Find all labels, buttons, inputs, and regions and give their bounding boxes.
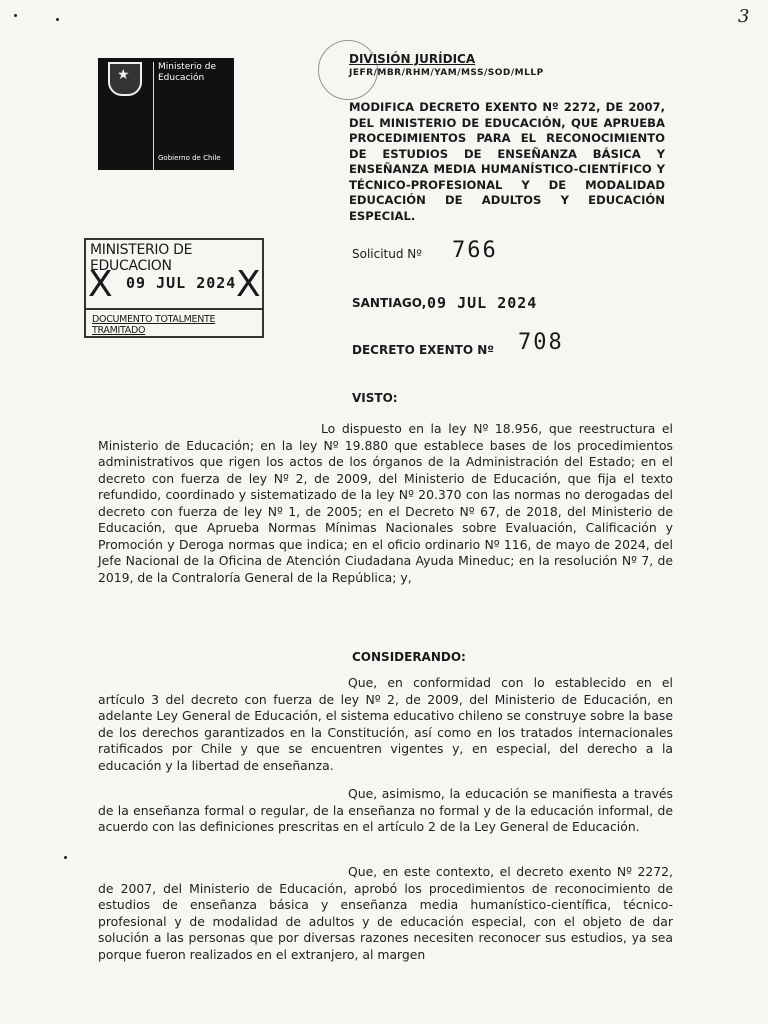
document-title: MODIFICA DECRETO EXENTO Nº 2272, DE 2007, DEL MINISTERIO DE EDUCACIÓN, QUE APRUEBA PROCEDIMIENTOS PARA EL RECONOCIMIENTO DE ESTUDIOS DE ENSEÑANZA BÁSICA Y ENSEÑANZA MEDIA HUMANÍSTICO-CIENTÍFICO Y TÉCNICO-PROFESIONAL Y DE MODALIDAD EDUCACIÓN DE ADULTOS Y EDUCACIÓN ESPECIAL. — [349, 100, 665, 223]
solicitud-label: Solicitud Nº — [352, 247, 422, 261]
considerando-paragraph-2: Que, asimismo, la educación se manifiesta a través de la enseñanza formal o regular, de la enseñanza no formal y de la educación informal, de acuerdo con las definiciones prescritas en el artículo 2 de la Ley General de Educación. — [98, 786, 673, 834]
santiago-date: 09 JUL 2024 — [427, 294, 538, 312]
visto-paragraph: Lo dispuesto en la ley Nº 18.956, que reestructura el Ministerio de Educación; en la ley Nº 19.880 que establece bases de los procedimientos administrativos que rigen los actos de los órganos de la Administración del Estado; en el decreto con fuerza de ley Nº 2, de 2009, del Ministerio de Educación, que fija el texto refundido, coordinado y sistematizado de la ley Nº 20.370 con las normas no derogadas del decreto con fuerza de ley Nº 1, de 2005; en el Decreto Nº 67, de 2018, del Ministerio de Educación, que Aprueba Normas Mínimas Nacionales sobre Evaluación, Calificación y Promoción y Deroga normas que indica; en el oficio ordinario Nº 116, de mayo de 2024, del Jefe Nacional de la Oficina de Atención Ciudadana Ayuda Mineduc; en la resolución Nº 7, de 2019, de la Contraloría General de la República; y, — [98, 421, 673, 585]
stamp-divider — [86, 308, 262, 310]
decreto-label: DECRETO EXENTO Nº — [352, 343, 495, 357]
ministry-logo — [98, 58, 234, 170]
scan-speck — [14, 14, 17, 17]
scan-speck — [56, 18, 59, 21]
ministerio-stamp — [84, 238, 264, 338]
scan-speck — [64, 856, 67, 859]
stamp-mark-left: X — [88, 264, 113, 305]
page-number: 3 — [738, 6, 750, 27]
santiago-label: SANTIAGO, — [352, 296, 427, 310]
logo-ministry-text: Ministerio de Educación — [158, 62, 217, 83]
stamp-date: 09 JUL 2024 — [126, 274, 237, 292]
stamp-header: MINISTERIO DE EDUCACION — [90, 242, 193, 274]
stamp-mark-right: X — [236, 264, 261, 305]
visto-heading: VISTO: — [352, 391, 398, 405]
considerando-paragraph-3: Que, en este contexto, el decreto exento Nº 2272, de 2007, del Ministerio de Educación, aprobó los procedimientos de reconocimiento de estudios de enseñanza básica y enseñanza media humanístico-científica, técnico-profesional y de modalidad de adultos y de educación especial, con el objeto de dar solución a las personas que por diversas razones necesiten reconocer sus estudios, ya sea porque fueron realizados en el extranjero, al margen — [98, 864, 673, 962]
coat-of-arms-icon — [108, 62, 142, 96]
logo-divider — [153, 62, 154, 170]
stamp-footer: DOCUMENTO TOTALMENTE TRAMITADO — [92, 314, 216, 336]
division-heading: DIVISIÓN JURÍDICA — [349, 52, 476, 66]
considerando-paragraph-1: Que, en conformidad con lo establecido en el artículo 3 del decreto con fuerza de ley Nº 2, de 2009, del Ministerio de Educación, en adelante Ley General de Educación, el sistema educativo chileno se construye sobre la base de los derechos garantizados en la Constitución, así como en los tratados internacionales ratificados por Chile y que se encuentren vigentes y, en especial, del derecho a la educación y la libertad de enseñanza. — [98, 675, 673, 773]
logo-government-text: Gobierno de Chile — [158, 154, 221, 162]
considerando-heading: CONSIDERANDO: — [352, 650, 466, 664]
decreto-number: 708 — [518, 330, 564, 355]
solicitud-number: 766 — [452, 238, 498, 263]
division-initials: JEFR/MBR/RHM/YAM/MSS/SOD/MLLP — [349, 68, 544, 78]
